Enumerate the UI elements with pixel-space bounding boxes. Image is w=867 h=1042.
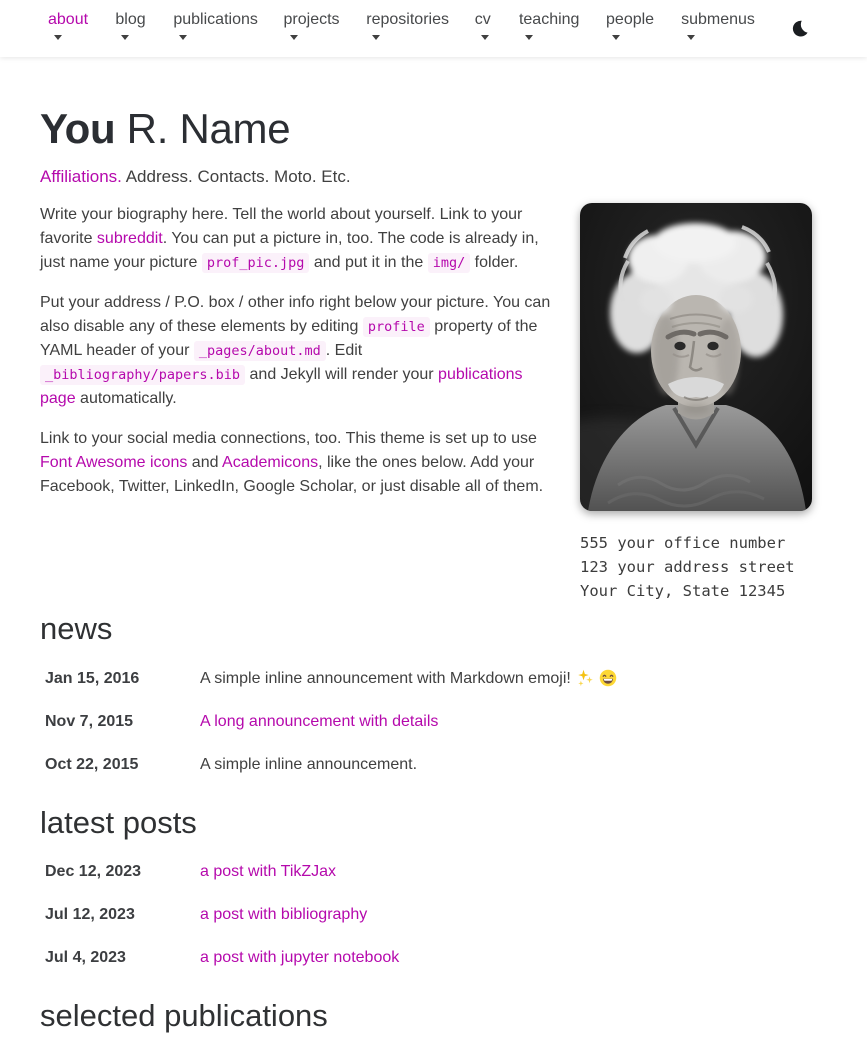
item-body — [200, 667, 812, 691]
list-item — [45, 946, 812, 970]
nav-link-label: teaching — [518, 10, 580, 28]
inline-code: _bibliography/papers.bib — [40, 365, 245, 385]
inline-link[interactable]: Font Awesome icons — [40, 454, 188, 472]
list-item — [45, 860, 812, 884]
inline-link[interactable]: a post with jupyter notebook — [200, 949, 400, 967]
item-date: Jul 12, 2023 — [45, 906, 135, 924]
address-line: 555 your office number — [580, 534, 786, 553]
inline-link[interactable]: publications page — [40, 366, 523, 408]
nav-link-label: people — [606, 10, 655, 28]
nav-link-blog[interactable] — [107, 3, 165, 55]
news-list — [40, 667, 812, 777]
text-run: and put it in the — [309, 254, 428, 272]
page-subtitle — [40, 165, 812, 189]
dropdown-caret-icon — [54, 35, 62, 40]
dropdown-caret-icon — [525, 35, 533, 40]
inline-code: img/ — [428, 253, 471, 273]
nav-link-repositories[interactable] — [358, 3, 466, 55]
inline-link[interactable]: a post with TikZJax — [200, 863, 337, 881]
news-section — [40, 611, 812, 777]
inline-link[interactable]: A long announcement with details — [200, 712, 439, 730]
nav-link-cv[interactable] — [467, 3, 511, 55]
list-item — [45, 710, 812, 734]
item-date: Jul 4, 2023 — [45, 949, 126, 967]
item-date: Nov 7, 2015 — [45, 712, 134, 730]
page-title-first: You — [40, 105, 116, 152]
dropdown-caret-icon — [290, 35, 298, 40]
nav-link-people[interactable] — [598, 3, 673, 55]
nav-link-projects[interactable] — [276, 3, 359, 55]
nav-item — [276, 3, 359, 55]
nav-item — [107, 3, 165, 55]
nav-item — [165, 3, 275, 55]
smile-emoji — [599, 667, 617, 691]
dropdown-caret-icon — [121, 35, 129, 40]
nav-link-about[interactable] — [40, 3, 107, 55]
nav-item — [598, 3, 673, 55]
nav-link-label: publications — [173, 10, 258, 28]
profile-sidebar — [580, 203, 812, 603]
address-line: 123 your address street — [580, 558, 795, 577]
nav-link-teaching[interactable] — [511, 3, 598, 55]
text-run: A simple inline announcement with Markdown emoji! — [200, 669, 571, 687]
inline-code: _pages/about.md — [194, 341, 326, 361]
navbar-menu — [40, 3, 773, 55]
posts-heading: latest posts — [40, 804, 197, 840]
text-run: and Jekyll will render your — [245, 366, 439, 384]
nav-link-label: cv — [474, 10, 491, 28]
list-item — [45, 903, 812, 927]
text-run: . Edit — [325, 342, 363, 360]
inline-link[interactable]: subreddit — [96, 230, 163, 248]
item-body — [200, 946, 812, 970]
text-run: and — [187, 454, 223, 472]
nav-item — [467, 3, 511, 55]
nav-link-label: blog — [115, 10, 146, 28]
item-date: Jan 15, 2016 — [45, 669, 140, 687]
dropdown-caret-icon — [372, 35, 380, 40]
nav-link-label: about — [48, 10, 89, 28]
nav-link-label: projects — [283, 10, 340, 28]
text-run: . You can put a picture in, too. The code is already in, just name your picture — [40, 230, 539, 272]
dropdown-caret-icon — [179, 35, 187, 40]
top-navbar — [0, 0, 867, 57]
nav-item — [358, 3, 466, 55]
einstein-portrait-illustration — [580, 203, 812, 511]
item-body — [200, 903, 812, 927]
profile-photo — [580, 203, 812, 511]
list-item — [45, 667, 812, 691]
page-title-rest: R. Name — [115, 105, 291, 152]
moon-icon — [791, 20, 808, 37]
main-content — [40, 107, 812, 1034]
page-title — [40, 107, 812, 151]
item-body — [200, 710, 812, 734]
text-run: Link to your social media connections, too. This theme is set up to use — [40, 430, 537, 448]
text-run: A simple inline announcement. — [200, 755, 418, 773]
address-block — [580, 531, 812, 603]
nav-link-submenus[interactable] — [673, 3, 773, 55]
item-body — [200, 860, 812, 884]
posts-list — [40, 860, 812, 970]
nav-link-publications[interactable] — [165, 3, 275, 55]
inline-code: profile — [363, 317, 430, 337]
sparkles-emoji — [576, 667, 594, 691]
nav-link-label: submenus — [681, 10, 755, 28]
dropdown-caret-icon — [687, 35, 695, 40]
inline-code: prof_pic.jpg — [202, 253, 310, 273]
text-run: property of the YAML header of your — [40, 318, 538, 360]
navbar-inner — [40, 3, 812, 55]
nav-item — [40, 3, 107, 55]
bio-section — [40, 203, 812, 603]
text-run: , like the ones below. Add your Facebook, Twitter, LinkedIn, Google Scholar, or just disable all of them. — [40, 454, 544, 496]
nav-link-label: repositories — [366, 10, 449, 28]
address-line: Your City, State 12345 — [580, 582, 786, 601]
text-run: Address. Contacts. Moto. Etc. — [121, 167, 351, 187]
dropdown-caret-icon — [481, 35, 489, 40]
text-run: Put your address / P.O. box / other info right below your picture. You can also disable any of these elements by editing — [40, 294, 551, 336]
list-item — [45, 753, 812, 777]
text-run: Write your biography here. Tell the world about yourself. Link to your favorite — [40, 206, 523, 248]
nav-item — [673, 3, 773, 55]
dark-mode-toggle[interactable] — [787, 16, 812, 41]
nav-item — [511, 3, 598, 55]
item-date: Dec 12, 2023 — [45, 863, 142, 881]
text-run: folder. — [470, 254, 519, 272]
item-date: Oct 22, 2015 — [45, 755, 139, 773]
inline-link[interactable]: a post with bibliography — [200, 906, 368, 924]
news-heading: news — [40, 611, 113, 647]
text-run: automatically. — [75, 390, 177, 408]
posts-section — [40, 805, 812, 971]
dropdown-caret-icon — [612, 35, 620, 40]
publications-section — [40, 998, 812, 1034]
item-body — [200, 753, 812, 777]
inline-link[interactable]: Academicons — [222, 454, 319, 472]
publications-heading: selected publications — [40, 998, 328, 1034]
inline-link[interactable]: Affiliations. — [40, 167, 122, 187]
